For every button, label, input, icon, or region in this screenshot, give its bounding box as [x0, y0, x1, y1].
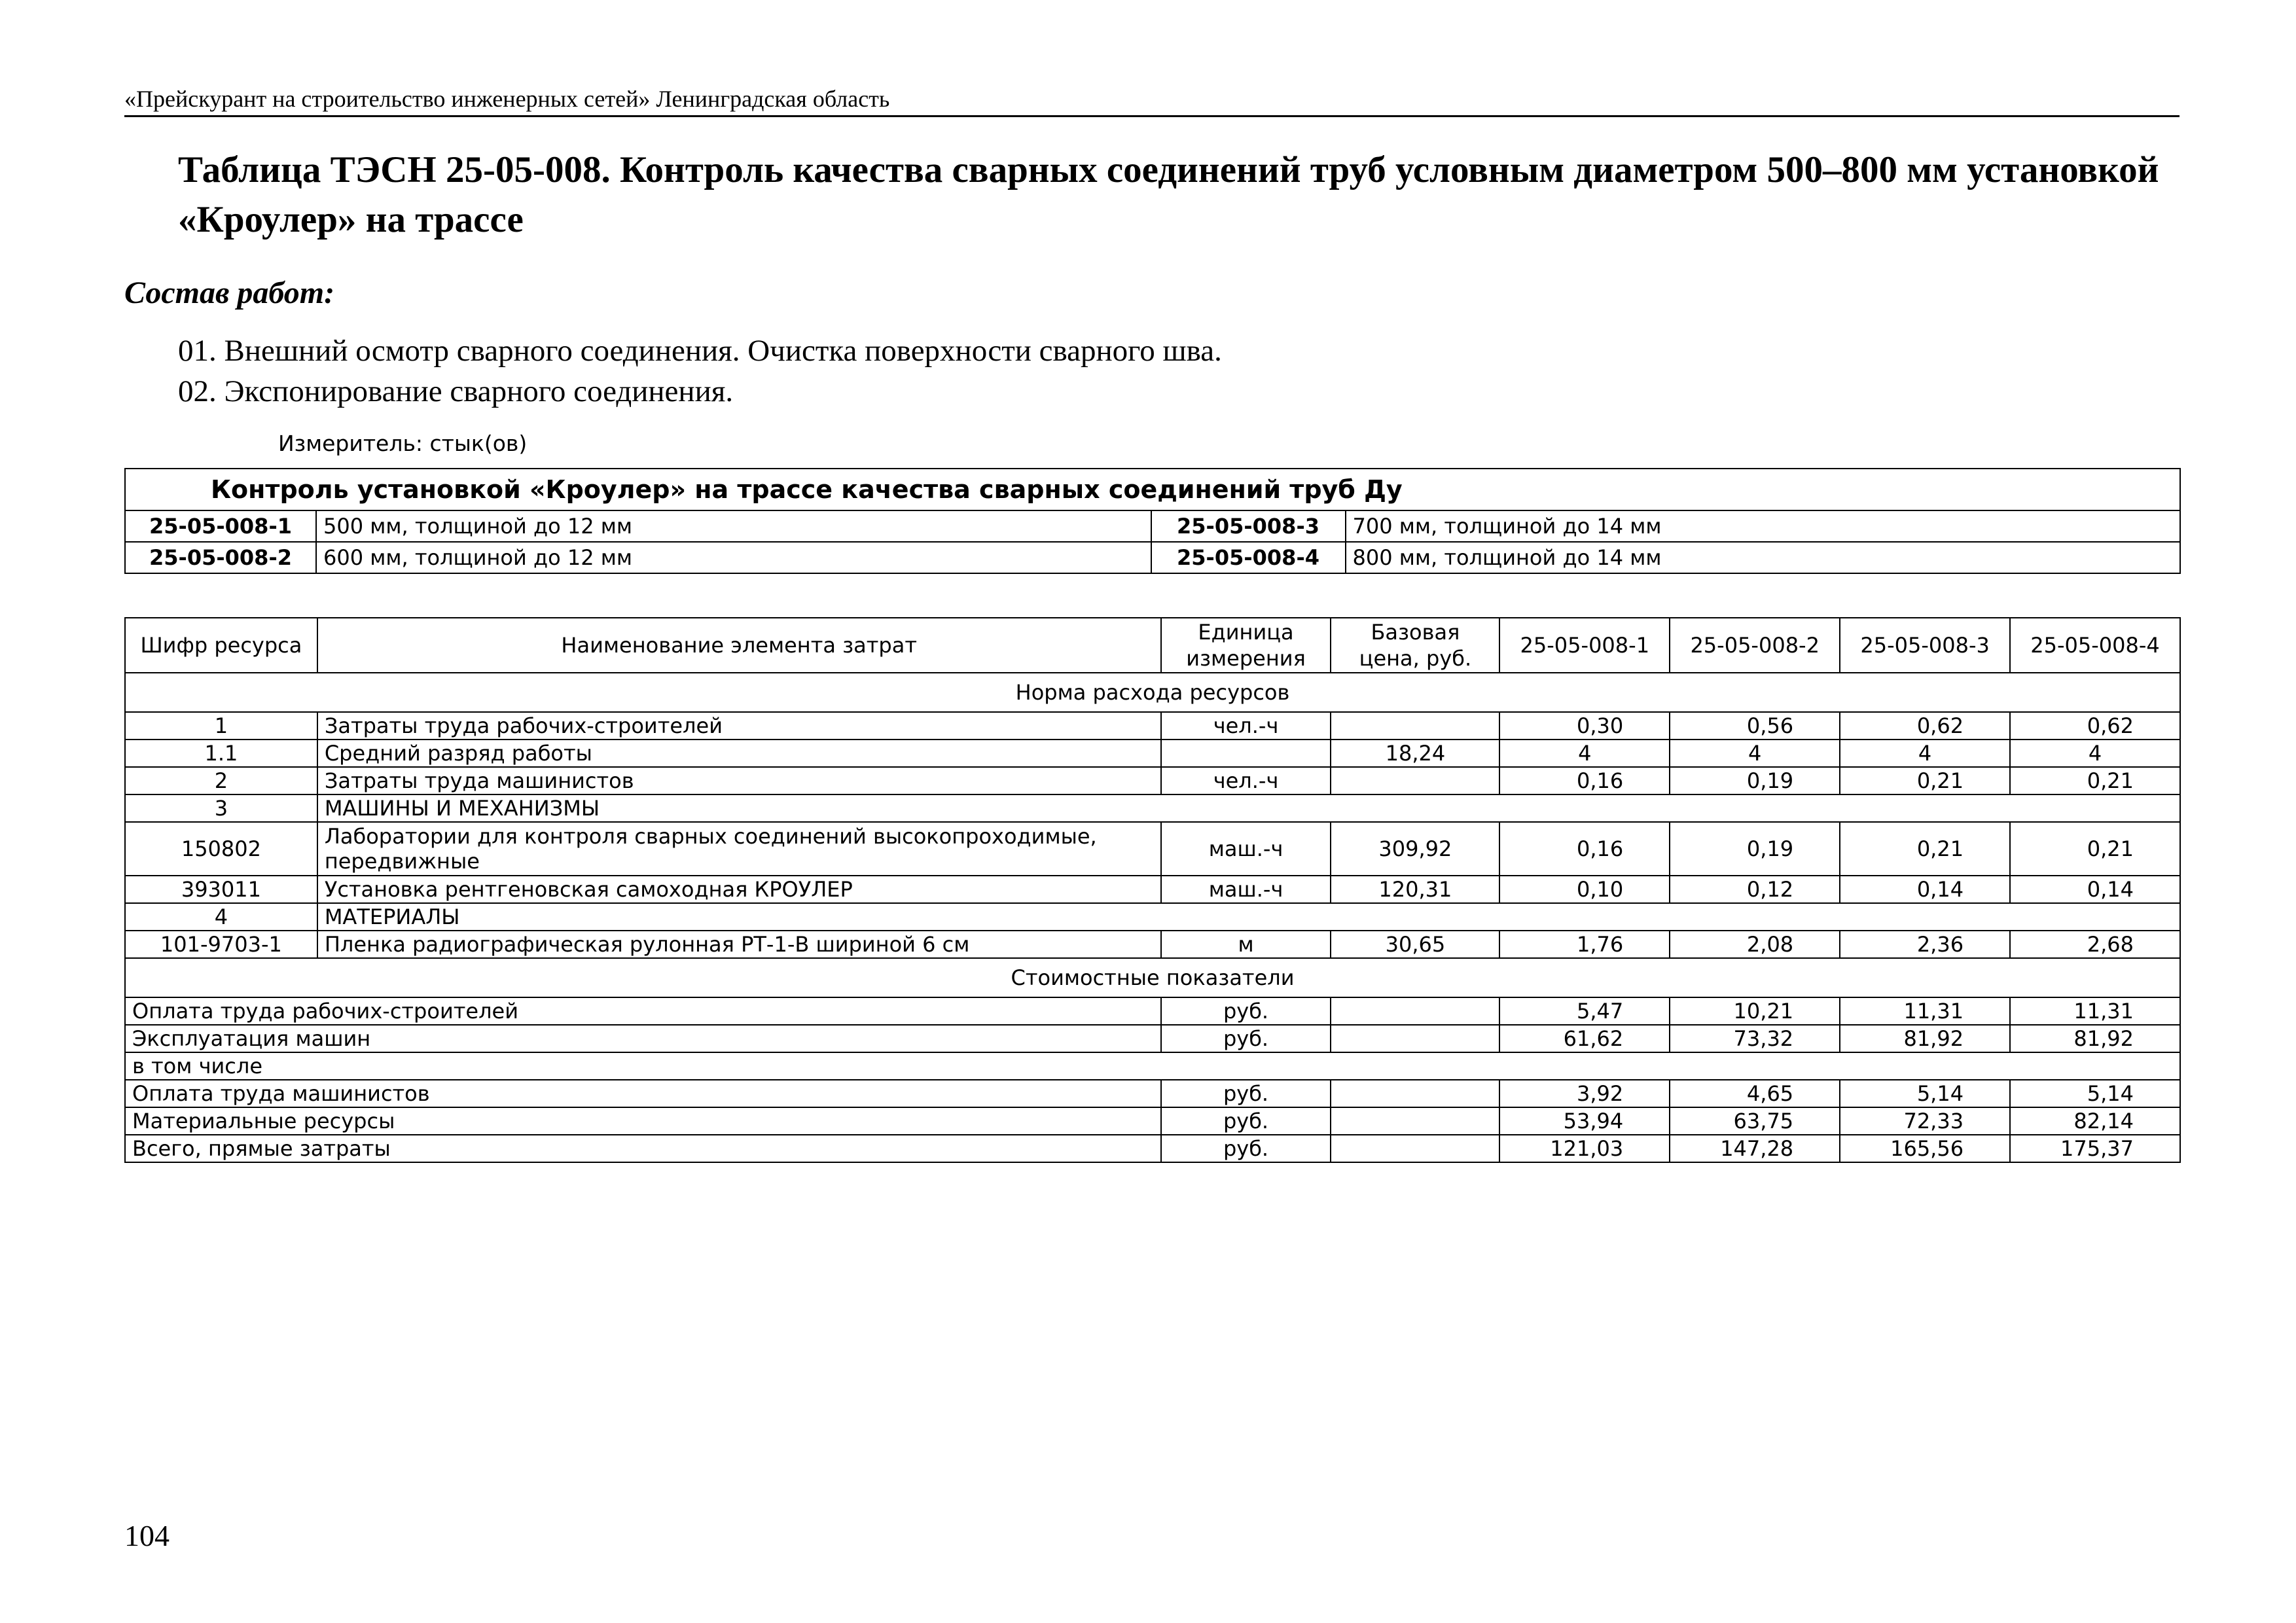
table-row [125, 931, 2180, 958]
value-cell: 73,32 [1670, 1025, 1840, 1052]
value-cell: 5,14 [1840, 1080, 2010, 1107]
table-header-row [125, 618, 2180, 673]
work-list [178, 330, 1222, 412]
cost-unit: руб. [1161, 997, 1331, 1025]
page-number: 104 [124, 1519, 170, 1552]
cost-name: Эксплуатация машин [125, 1025, 1161, 1052]
value-cell: 0,56 [1670, 712, 1840, 740]
value-cell: 0,21 [2010, 767, 2180, 794]
resource-price [1331, 712, 1499, 740]
code-cell: 25-05-008-3 [1151, 510, 1346, 542]
section-row [125, 673, 2180, 712]
resource-price: 309,92 [1331, 822, 1499, 876]
codes-table-header: Контроль установкой «Кроулер» на трассе качества сварных соединений труб Ду [125, 469, 2180, 510]
value-cell: 53,94 [1499, 1107, 1670, 1135]
resource-code: 150802 [125, 822, 317, 876]
value-cell: 0,21 [1840, 767, 2010, 794]
cost-name: Оплата труда рабочих-строителей [125, 997, 1161, 1025]
table-row [125, 1107, 2180, 1135]
works-heading: Состав работ: [124, 276, 335, 310]
resource-group-name: МАТЕРИАЛЫ [317, 903, 2180, 931]
value-cell: 121,03 [1499, 1135, 1670, 1162]
codes-table-header-row [125, 469, 2180, 510]
table-row [125, 1080, 2180, 1107]
value-cell: 10,21 [1670, 997, 1840, 1025]
code-cell: 25-05-008-1 [125, 510, 316, 542]
code-description: 800 мм, толщиной до 14 мм [1346, 542, 2181, 573]
table-row [125, 794, 2180, 822]
resource-price: 18,24 [1331, 740, 1499, 767]
value-cell: 0,30 [1499, 712, 1670, 740]
work-item: 01. Внешний осмотр сварного соединения. Очистка поверхности сварного шва. [178, 334, 1222, 368]
resource-code: 3 [125, 794, 317, 822]
value-cell: 0,62 [2010, 712, 2180, 740]
value-cell: 0,14 [1840, 876, 2010, 903]
value-cell: 4,65 [1670, 1080, 1840, 1107]
column-header: Единица измерения [1161, 618, 1331, 673]
value-cell: 0,21 [1840, 822, 2010, 876]
resource-price [1331, 767, 1499, 794]
resource-name: Установка рентгеновская самоходная КРОУЛЕР [317, 876, 1161, 903]
resource-unit: маш.-ч [1161, 822, 1331, 876]
value-cell: 147,28 [1670, 1135, 1840, 1162]
codes-table [124, 468, 2181, 574]
value-cell: 0,16 [1499, 822, 1670, 876]
resource-unit: чел.-ч [1161, 712, 1331, 740]
codes-table-row [125, 510, 2180, 542]
codes-table-row [125, 542, 2180, 573]
value-cell: 2,68 [2010, 931, 2180, 958]
resource-price: 30,65 [1331, 931, 1499, 958]
value-cell: 0,16 [1499, 767, 1670, 794]
cost-name: Оплата труда машинистов [125, 1080, 1161, 1107]
value-cell: 4 [1840, 740, 2010, 767]
value-cell: 0,10 [1499, 876, 1670, 903]
code-description: 600 мм, толщиной до 12 мм [316, 542, 1151, 573]
value-cell: 61,62 [1499, 1025, 1670, 1052]
cost-unit: руб. [1161, 1107, 1331, 1135]
table-row [125, 1025, 2180, 1052]
table-row [125, 876, 2180, 903]
resource-name: Пленка радиографическая рулонная РТ-1-В шириной 6 см [317, 931, 1161, 958]
cost-unit: руб. [1161, 1025, 1331, 1052]
cost-price [1331, 997, 1499, 1025]
value-cell: 5,47 [1499, 997, 1670, 1025]
resource-code: 1 [125, 712, 317, 740]
value-cell: 2,08 [1670, 931, 1840, 958]
resource-name: Затраты труда рабочих-строителей [317, 712, 1161, 740]
cost-price [1331, 1025, 1499, 1052]
table-row [125, 997, 2180, 1025]
measure-unit: Измеритель: стык(ов) [278, 431, 528, 456]
table-row [125, 903, 2180, 931]
value-cell: 0,12 [1670, 876, 1840, 903]
value-cell: 1,76 [1499, 931, 1670, 958]
resource-group-name: МАШИНЫ И МЕХАНИЗМЫ [317, 794, 2180, 822]
cost-price [1331, 1135, 1499, 1162]
resources-table [124, 617, 2181, 1163]
value-cell: 4 [2010, 740, 2180, 767]
value-cell: 72,33 [1840, 1107, 2010, 1135]
resource-name: Затраты труда машинистов [317, 767, 1161, 794]
value-cell: 82,14 [2010, 1107, 2180, 1135]
resource-price: 120,31 [1331, 876, 1499, 903]
value-cell: 0,19 [1670, 767, 1840, 794]
table-row [125, 1052, 2180, 1080]
value-cell: 5,14 [2010, 1080, 2180, 1107]
resource-name: Лаборатории для контроля сварных соединений высокопроходимые, передвижные [317, 822, 1161, 876]
resource-unit: маш.-ч [1161, 876, 1331, 903]
value-cell: 81,92 [1840, 1025, 2010, 1052]
section-row [125, 958, 2180, 997]
resource-code: 393011 [125, 876, 317, 903]
table-row [125, 767, 2180, 794]
value-cell: 81,92 [2010, 1025, 2180, 1052]
value-cell: 11,31 [1840, 997, 2010, 1025]
table-row [125, 712, 2180, 740]
resource-name: Средний разряд работы [317, 740, 1161, 767]
table-row [125, 1135, 2180, 1162]
column-header: Шифр ресурса [125, 618, 317, 673]
value-cell: 0,21 [2010, 822, 2180, 876]
table-row [125, 822, 2180, 876]
page-title: Таблица ТЭСН 25-05-008. Контроль качества сварных соединений труб условным диаметром 500–800 мм установкой «Кроулер» на трассе [178, 149, 2159, 240]
cost-price [1331, 1107, 1499, 1135]
value-cell: 3,92 [1499, 1080, 1670, 1107]
cost-name: в том числе [125, 1052, 2180, 1080]
value-cell: 4 [1670, 740, 1840, 767]
column-header: Базовая цена, руб. [1331, 618, 1499, 673]
resource-unit: чел.-ч [1161, 767, 1331, 794]
column-header: 25-05-008-2 [1670, 618, 1840, 673]
value-cell: 0,62 [1840, 712, 2010, 740]
code-cell: 25-05-008-4 [1151, 542, 1346, 573]
table-row [125, 740, 2180, 767]
value-cell: 0,14 [2010, 876, 2180, 903]
code-description: 700 мм, толщиной до 14 мм [1346, 510, 2181, 542]
resource-code: 1.1 [125, 740, 317, 767]
value-cell: 63,75 [1670, 1107, 1840, 1135]
running-header: «Прейскурант на строительство инженерных сетей» Ленинградская область [124, 85, 2179, 117]
resource-code: 101-9703-1 [125, 931, 317, 958]
column-header: 25-05-008-1 [1499, 618, 1670, 673]
resource-unit [1161, 740, 1331, 767]
resource-unit: м [1161, 931, 1331, 958]
value-cell: 0,19 [1670, 822, 1840, 876]
value-cell: 165,56 [1840, 1135, 2010, 1162]
cost-name: Всего, прямые затраты [125, 1135, 1161, 1162]
work-item: 02. Экспонирование сварного соединения. [178, 374, 734, 408]
resource-code: 4 [125, 903, 317, 931]
section-title: Норма расхода ресурсов [125, 673, 2180, 712]
code-cell: 25-05-008-2 [125, 542, 316, 573]
value-cell: 4 [1499, 740, 1670, 767]
cost-price [1331, 1080, 1499, 1107]
section-title: Стоимостные показатели [125, 958, 2180, 997]
value-cell: 175,37 [2010, 1135, 2180, 1162]
resource-code: 2 [125, 767, 317, 794]
column-header: 25-05-008-3 [1840, 618, 2010, 673]
value-cell: 2,36 [1840, 931, 2010, 958]
column-header: Наименование элемента затрат [317, 618, 1161, 673]
cost-name: Материальные ресурсы [125, 1107, 1161, 1135]
code-description: 500 мм, толщиной до 12 мм [316, 510, 1151, 542]
column-header: 25-05-008-4 [2010, 618, 2180, 673]
value-cell: 11,31 [2010, 997, 2180, 1025]
cost-unit: руб. [1161, 1080, 1331, 1107]
cost-unit: руб. [1161, 1135, 1331, 1162]
